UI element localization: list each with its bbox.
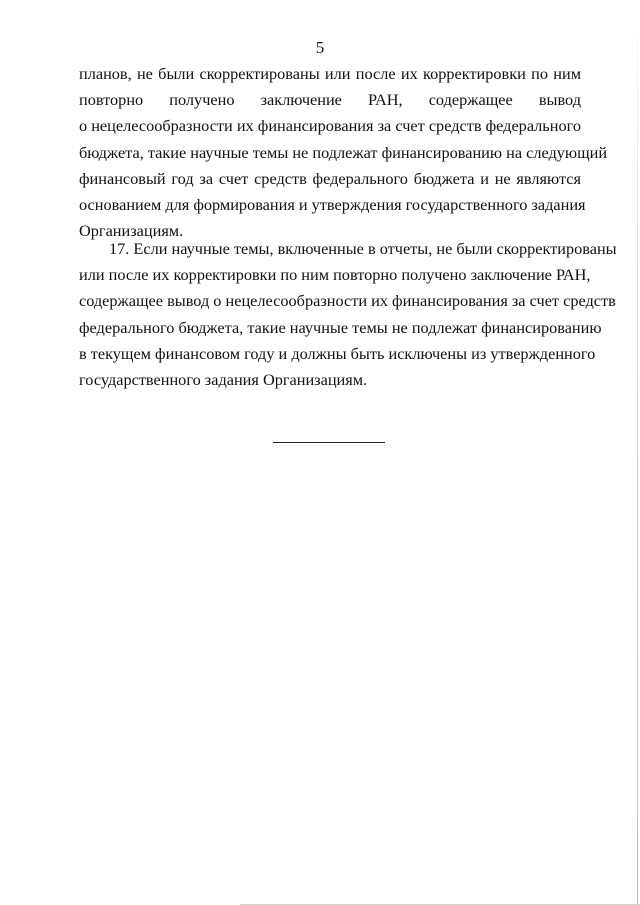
text-line: основанием для формирования и утверждения государственного задания bbox=[79, 195, 586, 215]
text-line: бюджета, такие научные темы не подлежат финансированию на следующий bbox=[79, 142, 608, 162]
text-line: 17. Если научные темы, включенные в отчеты, не были скорректированы bbox=[109, 239, 617, 258]
text-line: или после их корректировки по ним повторно получено заключение РАН, bbox=[79, 265, 591, 285]
paragraph-continuation bbox=[79, 61, 608, 244]
paragraph-17 bbox=[79, 236, 617, 393]
page-number: 5 bbox=[315, 38, 325, 57]
text-line: планов, не были скорректированы или после их корректировки по ним bbox=[79, 64, 581, 83]
end-of-document-rule bbox=[273, 442, 385, 443]
text-line: в текущем финансовом году и должны быть исключены из утвержденного bbox=[79, 343, 596, 363]
text-line: федерального бюджета, такие научные темы не подлежат финансированию bbox=[79, 317, 602, 337]
text-line: повторно получено заключение РАН, содержащее вывод bbox=[79, 90, 581, 110]
scan-edge-right bbox=[637, 0, 638, 905]
text-line: о нецелесообразности их финансирования за счет средств федерального bbox=[79, 116, 581, 136]
text-line: содержащее вывод о нецелесообразности их финансирования за счет средств bbox=[79, 291, 616, 311]
text-line: государственного задания Организациям. bbox=[79, 370, 368, 390]
text-line: финансовый год за счет средств федерального бюджета и не являются bbox=[79, 168, 581, 188]
text-line: Организациям. bbox=[79, 221, 184, 241]
